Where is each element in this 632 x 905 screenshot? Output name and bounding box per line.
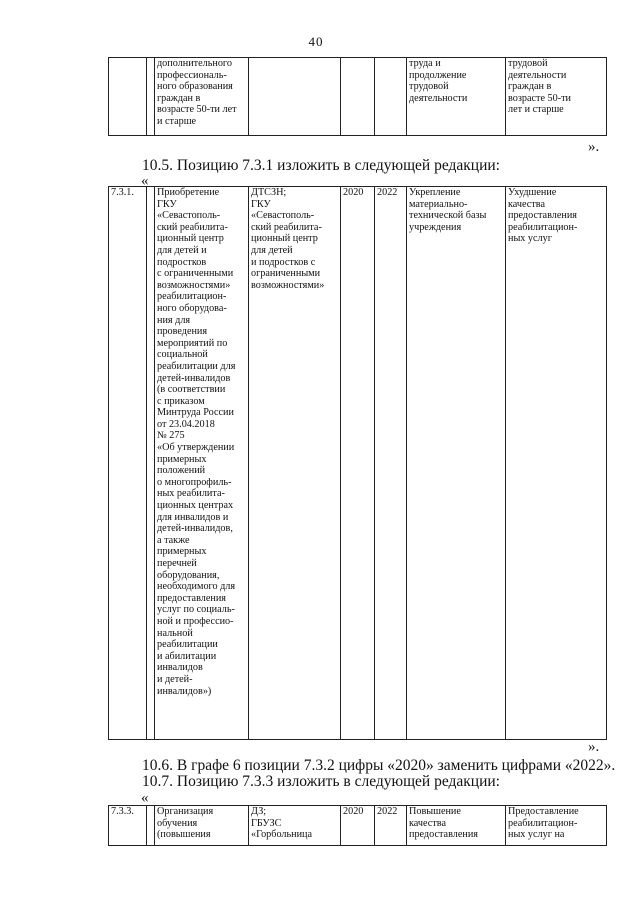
table-cell-start-year: 2020 (341, 187, 375, 740)
table-cell-measure-name: Приобретение ГКУ «Севастополь- ский реабилита- ционный центр для детей и подростков с ограниченными возможностями» реабилитацион- ного оборудова- ния для проведения мероприятий по социальной реабилитации для детей-инвалидов (в соответствии с приказом Минтруда России от 23.04.2018 № 275 «Об утверждении примерных положений о многопрофиль- ных реабилита- ционных центрах для инвалидов и детей-инвалидов, а также примерных перечней оборудования, необходимого для предоставления услуг по социаль- ной и профессио- нальной реабилитации и абилитации инвалидов и детей- инвалидов») (155, 187, 249, 740)
table-cell-measure-name: Организация обучения (повышения (155, 806, 249, 846)
paragraph-10-6: 10.6. В графе 6 позиции 7.3.2 цифры «2020» заменить цифрами «2022». (142, 757, 616, 774)
table-cell (109, 58, 147, 136)
position-7-3-1-table (108, 186, 607, 740)
table-cell-executor: ДТСЗН; ГКУ «Севастополь- ский реабилита- ционный центр для детей и подростков с ограниченными возможностями» (249, 187, 341, 740)
table-cell-result: труда и продолжение трудовой деятельности (407, 58, 506, 136)
table-cell-result: Повышение качества предоставления (407, 806, 506, 846)
opening-quote: « (141, 790, 149, 806)
table-cell-end-year: 2022 (375, 187, 407, 740)
table-cell-result: Укрепление материально- технической базы учреждения (407, 187, 506, 740)
table-cell (147, 58, 155, 136)
table-cell-consequence: трудовой деятельности граждан в возрасте 50-ти лет и старше (506, 58, 607, 136)
top-table-fragment (108, 57, 607, 136)
table-cell-position-number: 7.3.1. (109, 187, 147, 740)
table-cell-position-number: 7.3.3. (109, 806, 147, 846)
paragraph-10-7: 10.7. Позицию 7.3.3 изложить в следующей редакции: (142, 773, 500, 790)
paragraph-10-5: 10.5. Позицию 7.3.1 изложить в следующей редакции: (142, 157, 500, 174)
table-cell-consequence: Предоставление реабилитацион- ных услуг на (506, 806, 607, 846)
table-cell-start-year: 2020 (341, 806, 375, 846)
page-number: 40 (308, 34, 324, 49)
position-7-3-3-table (108, 805, 607, 846)
table-cell-executor: ДЗ; ГБУЗС «Горбольница (249, 806, 341, 846)
opening-quote: « (141, 173, 149, 189)
table-cell (147, 806, 155, 846)
table-cell-consequence: Ухудшение качества предоставления реабилитацион- ных услуг (506, 187, 607, 740)
table-cell-program-name: дополнительного профессиональ- ного образования граждан в возрасте 50-ти лет и старше (155, 58, 249, 136)
table-cell (249, 58, 341, 136)
table-cell (147, 187, 155, 740)
table-cell (375, 58, 407, 136)
closing-quote: ». (588, 139, 600, 155)
table-cell (341, 58, 375, 136)
closing-quote: ». (588, 739, 600, 755)
table-cell-end-year: 2022 (375, 806, 407, 846)
